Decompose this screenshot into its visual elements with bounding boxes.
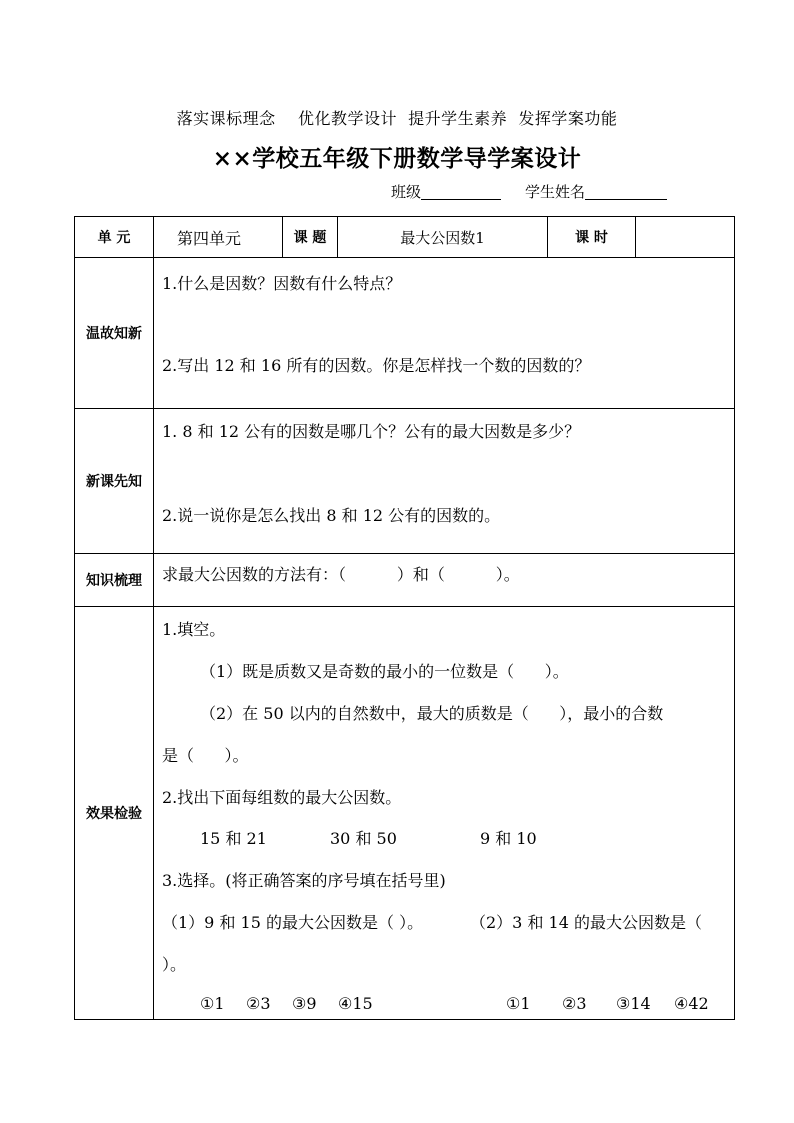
class-blank[interactable] xyxy=(421,183,501,200)
number-pair-3: 9 和 10 xyxy=(480,829,537,848)
check-line-5: 2.找出下面每组数的最大公因数。 xyxy=(162,788,402,807)
summary-content xyxy=(154,554,735,607)
period-value[interactable] xyxy=(636,217,735,258)
option-2-1: ①1 xyxy=(506,994,531,1013)
check-line-3: （2）在 50 以内的自然数中，最大的质数是（ ），最小的合数 xyxy=(200,704,664,723)
check-line-7: 3.选择。(将正确答案的序号填在括号里) xyxy=(162,871,446,890)
header-row xyxy=(75,217,735,258)
worksheet-table xyxy=(74,216,735,1020)
preview-content xyxy=(154,409,735,554)
topic-value: 最大公因数1 xyxy=(338,217,548,258)
check-row xyxy=(75,607,735,1020)
option-2-3: ③14 xyxy=(616,994,651,1013)
check-line-4: 是（ ）。 xyxy=(162,746,249,765)
summary-text: 求最大公因数的方法有：（ ）和（ ）。 xyxy=(162,565,520,584)
option-1-2: ②3 xyxy=(246,994,271,1013)
unit-label: 单 元 xyxy=(75,217,154,258)
choice-question-2: （2）3 和 14 的最大公因数是（ xyxy=(470,913,702,932)
review-label: 温故知新 xyxy=(75,258,154,409)
student-name-blank[interactable] xyxy=(585,183,667,200)
option-1-4: ④15 xyxy=(338,994,373,1013)
choice-question-1: （1）9 和 15 的最大公因数是（ ）。 xyxy=(162,913,424,932)
summary-row xyxy=(75,554,735,607)
preview-question-1: 1. 8 和 12 公有的因数是哪几个？公有的最大因数是多少？ xyxy=(162,422,581,441)
student-info-line xyxy=(391,181,667,202)
slogan: 落实课标理念 优化教学设计 提升学生素养 发挥学案功能 xyxy=(176,109,618,128)
review-question-1: 1.什么是因数？因数有什么特点？ xyxy=(162,274,402,293)
summary-label: 知识梳理 xyxy=(75,554,154,607)
check-label: 效果检验 xyxy=(75,607,154,1020)
student-name-label: 学生姓名 xyxy=(525,183,586,201)
option-1-1: ①1 xyxy=(200,994,225,1013)
class-label: 班级 xyxy=(391,183,422,201)
option-2-2: ②3 xyxy=(562,994,587,1013)
period-label: 课 时 xyxy=(548,217,636,258)
preview-row xyxy=(75,409,735,554)
number-pair-1: 15 和 21 xyxy=(200,829,267,848)
page-title: ××学校五年级下册数学导学案设计 xyxy=(212,145,582,172)
topic-label: 课 题 xyxy=(283,217,338,258)
review-question-2: 2.写出 12 和 16 所有的因数。你是怎样找一个数的因数的？ xyxy=(162,356,591,375)
number-pair-2: 30 和 50 xyxy=(330,829,397,848)
preview-question-2: 2.说一说你是怎么找出 8 和 12 公有的因数的。 xyxy=(162,506,501,525)
option-2-4: ④42 xyxy=(674,994,709,1013)
review-row xyxy=(75,258,735,409)
check-line-2: （1）既是质数又是奇数的最小的一位数是（ ）。 xyxy=(200,662,569,681)
check-line-9: ）。 xyxy=(162,955,187,974)
check-line-1: 1.填空。 xyxy=(162,620,226,639)
review-content xyxy=(154,258,735,409)
unit-value: 第四单元 xyxy=(154,217,283,258)
option-1-3: ③9 xyxy=(292,994,317,1013)
preview-label: 新课先知 xyxy=(75,409,154,554)
check-content xyxy=(154,607,735,1020)
